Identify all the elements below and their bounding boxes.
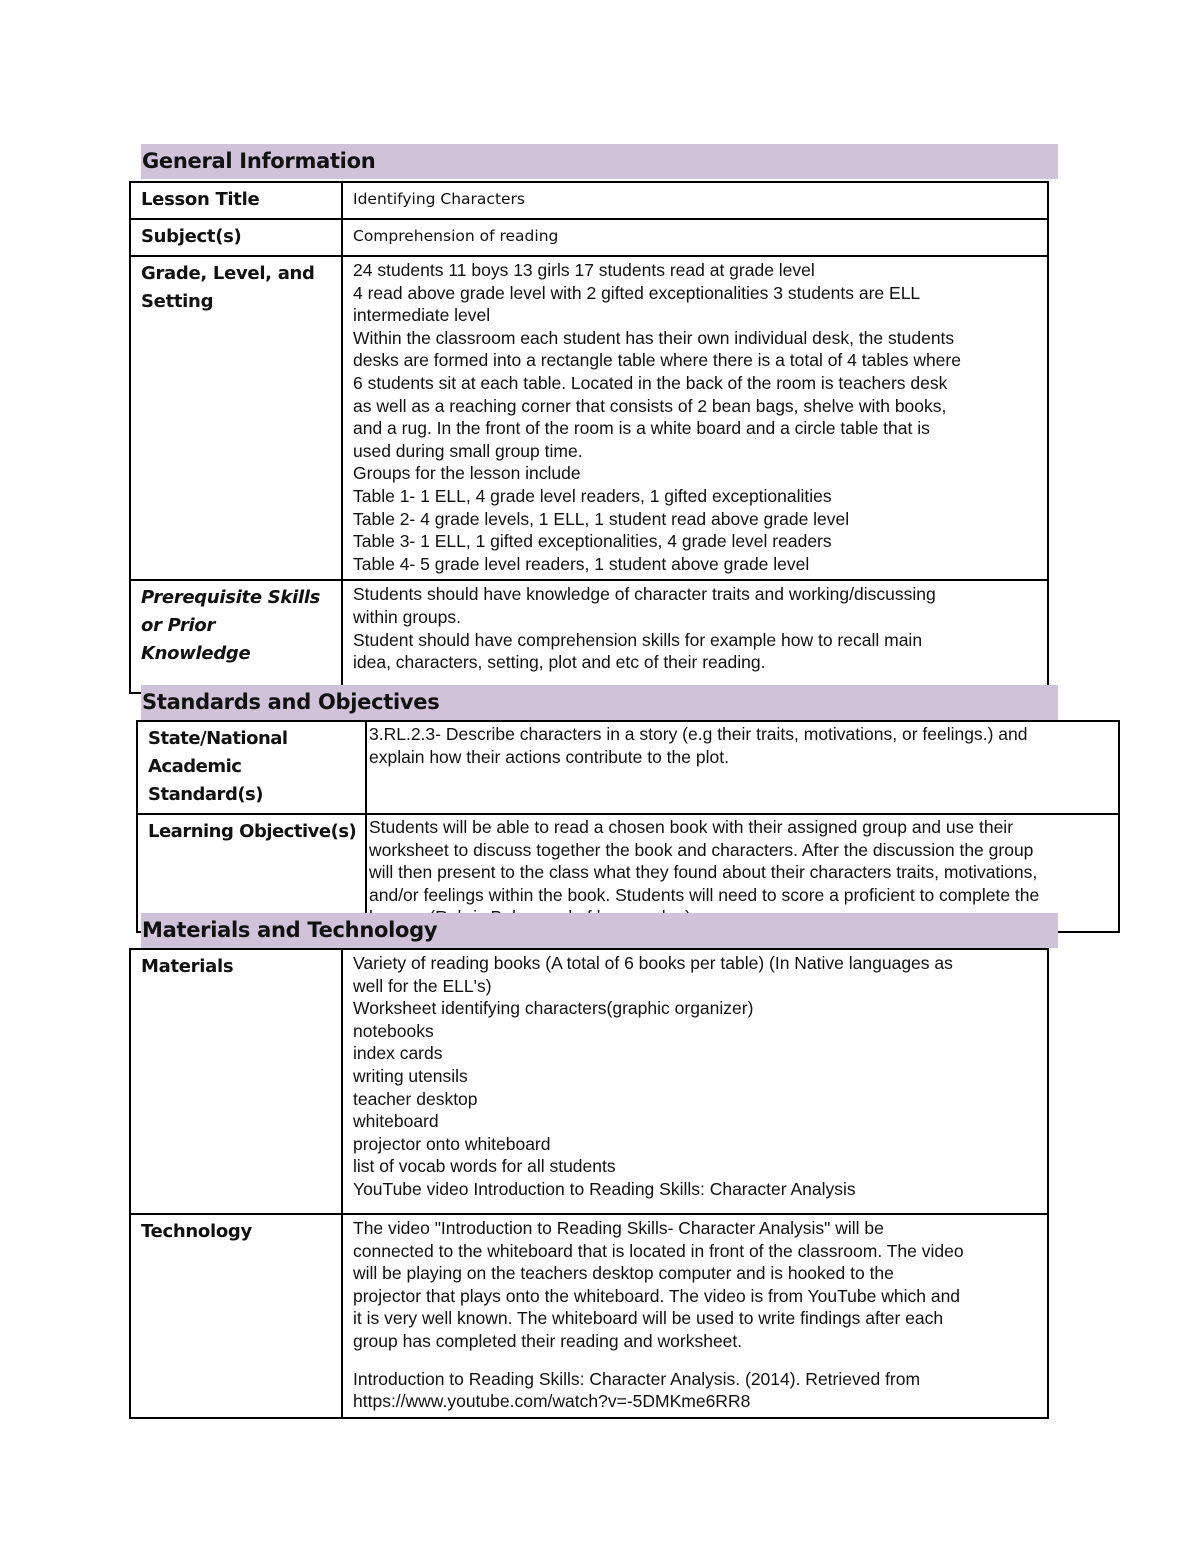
text-line: will then present to the class what they found about their characters traits, motivations, (369, 862, 1038, 883)
standards-objectives-table (136, 720, 1120, 933)
text-line: projector that plays onto the whiteboard. The video is from YouTube which and (353, 1285, 961, 1306)
section-title: General Information (142, 149, 376, 173)
section-header-standards (141, 685, 1058, 720)
text-line: teacher desktop (353, 1088, 478, 1109)
text-line: explain how their actions contribute to the plot. (369, 746, 729, 767)
table-row (130, 580, 1048, 693)
text-line: index cards (353, 1043, 443, 1064)
text-line: within groups. (353, 606, 461, 627)
row-label (130, 256, 342, 580)
text-line: Groups for the lesson include (353, 463, 581, 484)
label-line: Academic Standard(s) (148, 756, 263, 805)
text-line: The video "Introduction to Reading Skills- Character Analysis" will be (353, 1218, 884, 1238)
text-line: whiteboard (353, 1111, 439, 1132)
row-label: Subject(s) (130, 219, 342, 256)
section-title: Materials and Technology (142, 918, 438, 942)
text-line: YouTube video Introduction to Reading Skills: Character Analysis (353, 1178, 856, 1199)
materials-technology-table (129, 948, 1049, 1419)
materials-value (342, 949, 1048, 1214)
text-line: Table 2- 4 grade levels, 1 ELL, 1 student read above grade level (353, 508, 850, 529)
section-title: Standards and Objectives (142, 690, 440, 714)
text-line: Worksheet identifying characters(graphic organizer) (353, 998, 754, 1019)
text-line: Within the classroom each student has their own individual desk, the students (353, 327, 955, 348)
row-label: Technology (130, 1214, 342, 1418)
label-line: Setting (141, 291, 214, 312)
text-line: worksheet to discuss together the book and characters. After the discussion the group (369, 839, 1034, 860)
text-line: and a rug. In the front of the room is a white board and a circle table that is (353, 418, 930, 439)
text-line: notebooks (353, 1020, 434, 1041)
text-line: 4 read above grade level with 2 gifted exceptionalities 3 students are ELL (353, 282, 921, 303)
label-line: Grade, Level, and (141, 263, 315, 284)
general-information-table (129, 181, 1049, 694)
text-line: 3.RL.2.3- Describe characters in a story (e.g their traits, motivations, or feelings.) and (369, 724, 1028, 744)
table-row (130, 256, 1048, 580)
table-row (130, 1214, 1048, 1418)
state-standard-value (366, 721, 1119, 814)
label-line: or Prior (141, 615, 216, 637)
subjects-value: Comprehension of reading (342, 219, 1048, 256)
lesson-title-value: Identifying Characters (342, 182, 1048, 219)
paragraph-spacer (353, 1353, 1037, 1368)
text-line: Students should have knowledge of character traits and working/discussing (353, 584, 936, 605)
row-label (137, 721, 366, 814)
text-line: Table 3- 1 ELL, 1 gifted exceptionalities, 4 grade level readers (353, 531, 832, 552)
text-line: Variety of reading books (A total of 6 books per table) (In Native languages as (353, 953, 953, 973)
citation-url[interactable]: https://www.youtube.com/watch?v=-5DMKme6RR8 (353, 1391, 751, 1412)
grade-level-setting-value (342, 256, 1048, 580)
label-line: State/National (148, 728, 288, 749)
text-line: 6 students sit at each table. Located in the back of the room is teachers desk (353, 372, 948, 393)
text-line: will be playing on the teachers desktop computer and is hooked to the (353, 1263, 894, 1284)
label-line: Prerequisite Skills (141, 587, 321, 609)
technology-value (342, 1214, 1048, 1418)
text-line: as well as a reaching corner that consists of 2 bean bags, shelve with books, (353, 395, 947, 416)
text-line: it is very well known. The whiteboard will be used to write findings after each (353, 1308, 944, 1329)
text-line: well for the ELL's) (353, 975, 492, 996)
label-line: Knowledge (141, 643, 251, 665)
text-line: group has completed their reading and worksheet. (353, 1330, 743, 1351)
row-label: Lesson Title (130, 182, 342, 219)
table-row (130, 949, 1048, 1214)
text-line: and/or feelings within the book. Students will need to score a proficient to complete the (369, 884, 1040, 905)
text-line: 24 students 11 boys 13 girls 17 students read at grade level (353, 260, 815, 280)
text-line: intermediate level (353, 305, 491, 326)
text-line: Students will be able to read a chosen book with their assigned group and use their (369, 817, 1014, 837)
text-line: Table 4- 5 grade level readers, 1 student above grade level (353, 553, 810, 574)
text-line: idea, characters, setting, plot and etc of their reading. (353, 652, 766, 673)
section-header-materials (141, 913, 1058, 948)
text-line: used during small group time. (353, 440, 583, 461)
text-line: Table 1- 1 ELL, 4 grade level readers, 1 gifted exceptionalities (353, 485, 832, 506)
table-row (130, 219, 1048, 256)
table-row (130, 182, 1048, 219)
prerequisite-value (342, 580, 1048, 693)
table-row (137, 721, 1119, 814)
row-label: Learning Objective(s) (137, 814, 366, 932)
text-line: list of vocab words for all students (353, 1156, 616, 1177)
section-header-general (141, 144, 1058, 179)
citation-line: Introduction to Reading Skills: Character Analysis. (2014). Retrieved from (353, 1368, 921, 1389)
text-line: connected to the whiteboard that is located in front of the classroom. The video (353, 1240, 964, 1261)
text-line: desks are formed into a rectangle table where there is a total of 4 tables where (353, 350, 961, 371)
row-label: Materials (130, 949, 342, 1214)
text-line: Student should have comprehension skills for example how to recall main (353, 629, 923, 650)
row-label (130, 580, 342, 693)
text-line: writing utensils (353, 1065, 468, 1086)
text-line: projector onto whiteboard (353, 1133, 551, 1154)
